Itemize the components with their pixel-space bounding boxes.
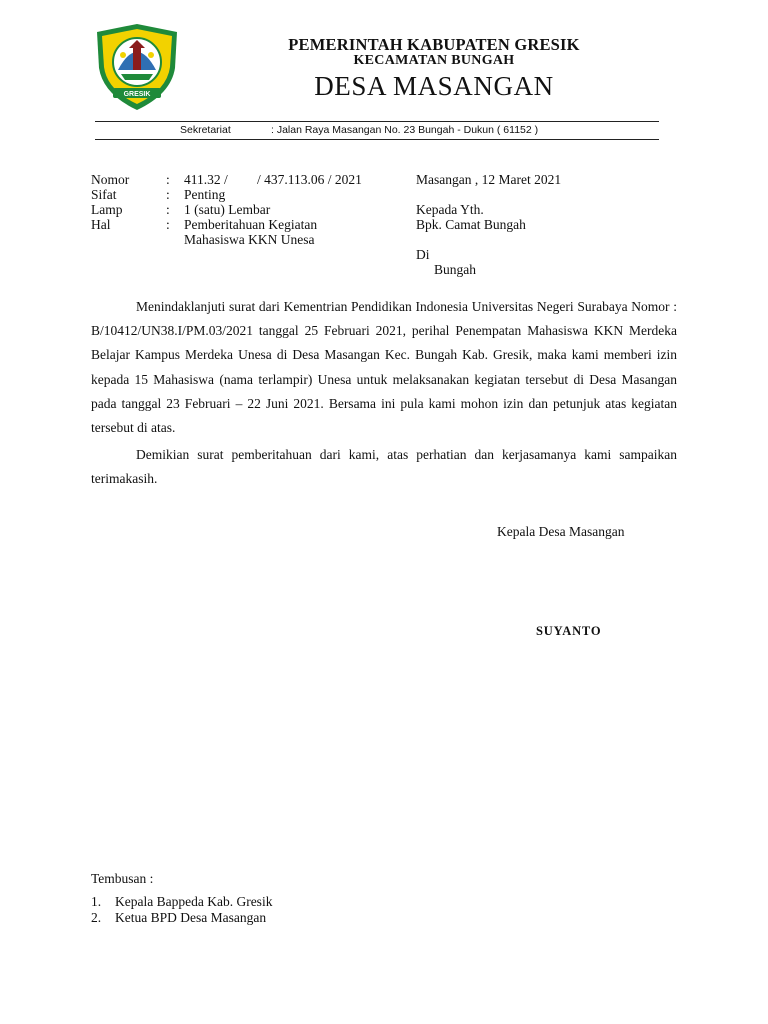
nomor-part-a: 411.32 /	[184, 172, 228, 187]
cc-item-text: Kepala Bappeda Kab. Gresik	[115, 894, 273, 909]
cc-item-number: 1.	[91, 894, 102, 909]
lamp-value: 1 (satu) Lembar	[184, 202, 271, 217]
signature-name: SUYANTO	[536, 624, 602, 638]
cc-item-number: 2.	[91, 910, 102, 925]
lamp-label: Lamp	[91, 202, 123, 217]
recipient-place: Bungah	[434, 262, 476, 277]
recipient-name: Bpk. Camat Bungah	[416, 217, 526, 232]
nomor-label: Nomor	[91, 172, 130, 187]
cc-item-text: Ketua BPD Desa Masangan	[115, 910, 267, 925]
header-rule-top	[95, 121, 659, 122]
signature-title: Kepala Desa Masangan	[497, 524, 625, 539]
sifat-label: Sifat	[91, 187, 117, 202]
nomor-part-b: / 437.113.06 / 2021	[257, 172, 362, 187]
letter-date: Masangan , 12 Maret 2021	[416, 172, 562, 187]
address-text: : Jalan Raya Masangan No. 23 Bungah - Dukun ( 61152 )	[271, 124, 539, 136]
cc-list-item	[91, 910, 266, 926]
address-label: Sekretariat	[180, 124, 231, 136]
header-rule-bottom	[95, 139, 659, 140]
cc-title: Tembusan :	[91, 871, 154, 886]
hal-value-line2: Mahasiswa KKN Unesa	[184, 232, 315, 247]
cc-list-item	[91, 894, 272, 910]
body-paragraph-1: Menindaklanjuti surat dari Kementrian Pendidikan Indonesia Universitas Negeri Surabaya Nomor : B/10412/UN38.I/PM.03/2021 tanggal 25 Februari 2021, perihal Penempatan Mahasiswa KKN Merdeka Belajar Kampus Merdeka Unesa di Desa Masangan Kec. Bungah Kab. Gresik, maka kami memberi izin kepada 15 Mahasiswa (nama terlampir) Unesa untuk melaksanakan kegiatan tersebut di Desa Masangan pada tanggal 23 Februari – 22 Juni 2021. Bersama ini pula kami mohon izin dan petunjuk atas kegiatan tersebut di atas.	[91, 299, 677, 436]
recipient-kepada: Kepada Yth.	[416, 202, 484, 217]
letterhead-village: DESA MASANGAN	[314, 71, 554, 101]
hal-sep: :	[166, 217, 170, 232]
hal-label: Hal	[91, 217, 111, 232]
body-paragraph-2: Demikian surat pemberitahuan dari kami, atas perhatian dan kerjasamanya kami sampaikan terimakasih.	[91, 447, 677, 487]
sifat-value: Penting	[184, 187, 226, 202]
letterhead-district: KECAMATAN BUNGAH	[353, 53, 515, 68]
logo-text: GRESIK	[123, 91, 151, 98]
nomor-sep: :	[166, 172, 170, 187]
hal-value-line1: Pemberitahuan Kegiatan	[184, 217, 318, 232]
letterhead-government: PEMERINTAH KABUPATEN GRESIK	[288, 35, 580, 54]
lamp-sep: :	[166, 202, 170, 217]
recipient-di: Di	[416, 247, 430, 262]
sifat-sep: :	[166, 187, 170, 202]
